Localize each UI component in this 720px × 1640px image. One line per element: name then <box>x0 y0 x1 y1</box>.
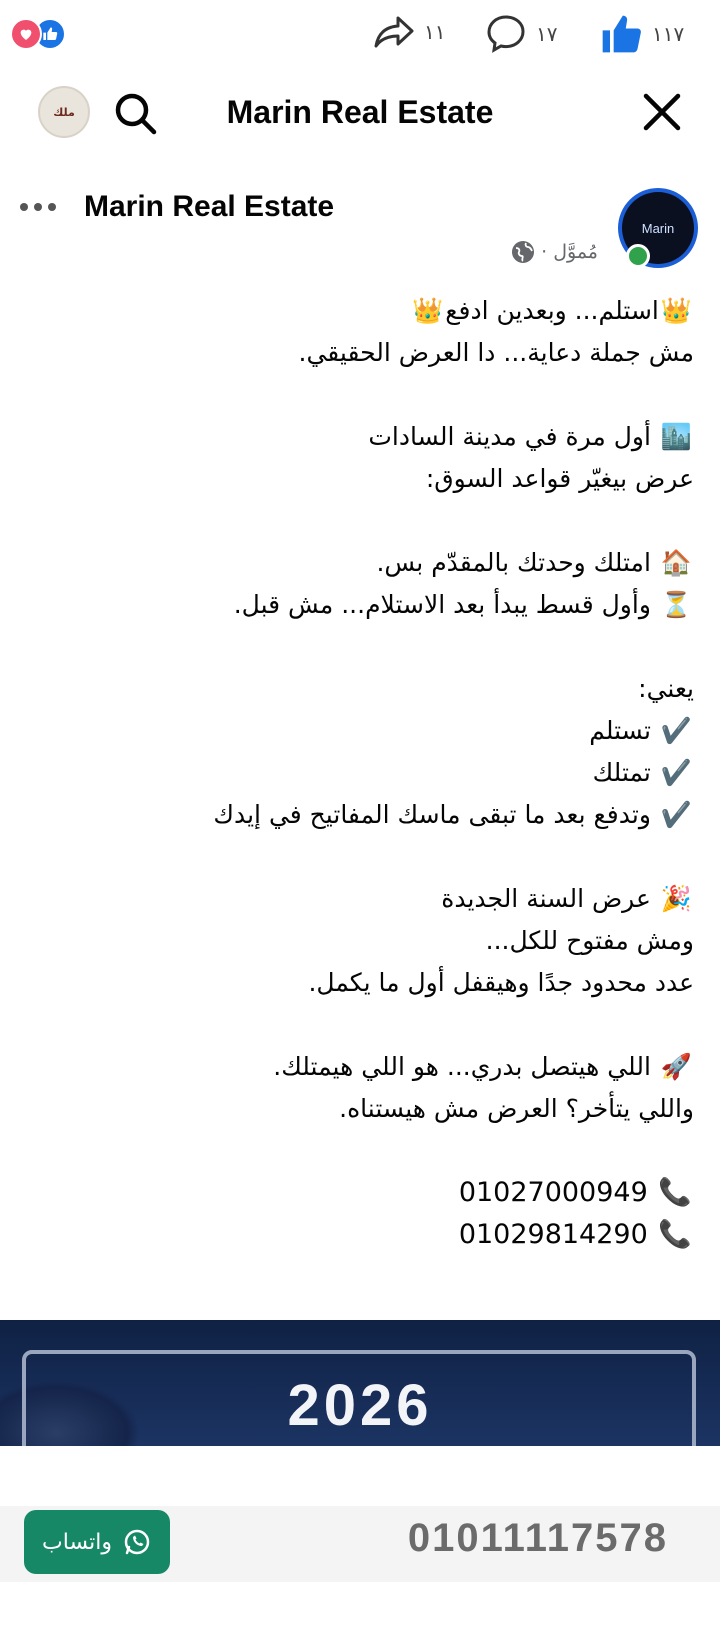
cityscape-icon: 🏙️ <box>660 422 692 451</box>
comment-count-value: ١٧ <box>536 22 558 46</box>
page-header <box>0 78 720 150</box>
post-gap <box>14 500 694 542</box>
more-options-button[interactable] <box>18 196 58 216</box>
reaction-icons[interactable] <box>10 18 66 50</box>
check-icon: ✔️ <box>660 800 692 829</box>
phone-line[interactable] <box>14 1172 694 1214</box>
page-title: Marin Real Estate <box>226 94 494 130</box>
post-gap <box>14 1130 694 1172</box>
rocket-icon: 🚀 <box>660 1052 692 1081</box>
post-meta <box>511 240 598 264</box>
whatsapp-label: واتساب <box>42 1529 112 1555</box>
post-line: يعني: <box>638 674 694 703</box>
post-gap <box>14 626 694 668</box>
post-line: 🏙️ أول مرة في مدينة السادات <box>14 416 694 458</box>
author-avatar-logo: Marin <box>622 192 694 264</box>
check-icon: ✔️ <box>660 758 692 787</box>
phone-number: 01027000949 <box>458 1177 648 1208</box>
whatsapp-button[interactable] <box>24 1510 170 1574</box>
share-icon <box>372 12 416 52</box>
post-gap <box>14 374 694 416</box>
like-count-value: ١١٧ <box>652 22 685 46</box>
cta-bar <box>0 1506 720 1582</box>
post-header <box>0 188 720 278</box>
close-button[interactable] <box>640 90 684 134</box>
post-line: ✔️ تمتلك <box>14 752 694 794</box>
sponsored-label: مُموَّل <box>553 241 598 263</box>
phone-icon: 📞 <box>658 1177 692 1208</box>
crown-icon: 👑 <box>660 296 692 325</box>
whatsapp-icon <box>122 1527 152 1557</box>
meta-separator: · <box>541 241 548 263</box>
phone-line[interactable] <box>14 1214 694 1256</box>
reaction-bar <box>0 0 720 70</box>
comment-count[interactable] <box>484 12 557 56</box>
page-avatar-text: ملك <box>53 105 75 119</box>
post-image[interactable] <box>0 1320 720 1446</box>
share-count-value: ١١ <box>424 20 446 44</box>
post-line: مش جملة دعاية... دا العرض الحقيقي. <box>298 338 694 367</box>
cta-phone-number[interactable]: 01011117578 <box>407 1516 668 1560</box>
post-gap <box>14 1004 694 1046</box>
post-line: 🎉 عرض السنة الجديدة <box>14 878 694 920</box>
love-reaction-icon <box>10 18 42 50</box>
post-line: 👑استلم... وبعدين ادفع👑 <box>14 290 694 332</box>
post-author-name[interactable]: Marin Real Estate <box>84 190 335 223</box>
post-line: ✔️ وتدفع بعد ما تبقى ماسك المفاتيح في إيدك <box>14 794 694 836</box>
crown-icon: 👑 <box>412 296 444 325</box>
post-text <box>14 290 694 1256</box>
post-line: ومش مفتوح للكل... <box>485 926 694 955</box>
party-popper-icon: 🎉 <box>660 884 692 913</box>
post-line: 🚀 اللي هيتصل بدري... هو اللي هيمتلك. <box>14 1046 694 1088</box>
post-line: عرض بيغيّر قواعد السوق: <box>425 464 694 493</box>
post-line: ⏳ وأول قسط يبدأ بعد الاستلام... مش قبل. <box>14 584 694 626</box>
post-line: ✔️ تستلم <box>14 710 694 752</box>
comment-icon <box>484 12 528 56</box>
phone-number: 01029814290 <box>458 1219 648 1250</box>
house-icon: 🏠 <box>660 548 692 577</box>
share-count[interactable] <box>372 12 445 52</box>
post-line: 🏠 امتلك وحدتك بالمقدّم بس. <box>14 542 694 584</box>
close-icon <box>640 90 684 134</box>
post-line: واللي يتأخر؟ العرض مش هيستناه. <box>339 1094 694 1123</box>
phone-icon: 📞 <box>658 1219 692 1250</box>
banner-year: 2026 <box>287 1373 433 1438</box>
post-line: عدد محدود جدًا وهيقفل أول ما يكمل. <box>308 968 694 997</box>
online-status-dot <box>626 244 650 268</box>
thumbs-up-icon <box>598 12 644 56</box>
post-gap <box>14 836 694 878</box>
like-count[interactable] <box>598 12 684 56</box>
more-dots-icon <box>18 199 58 215</box>
globe-icon <box>511 240 535 264</box>
check-icon: ✔️ <box>660 716 692 745</box>
hourglass-icon: ⏳ <box>660 590 692 619</box>
